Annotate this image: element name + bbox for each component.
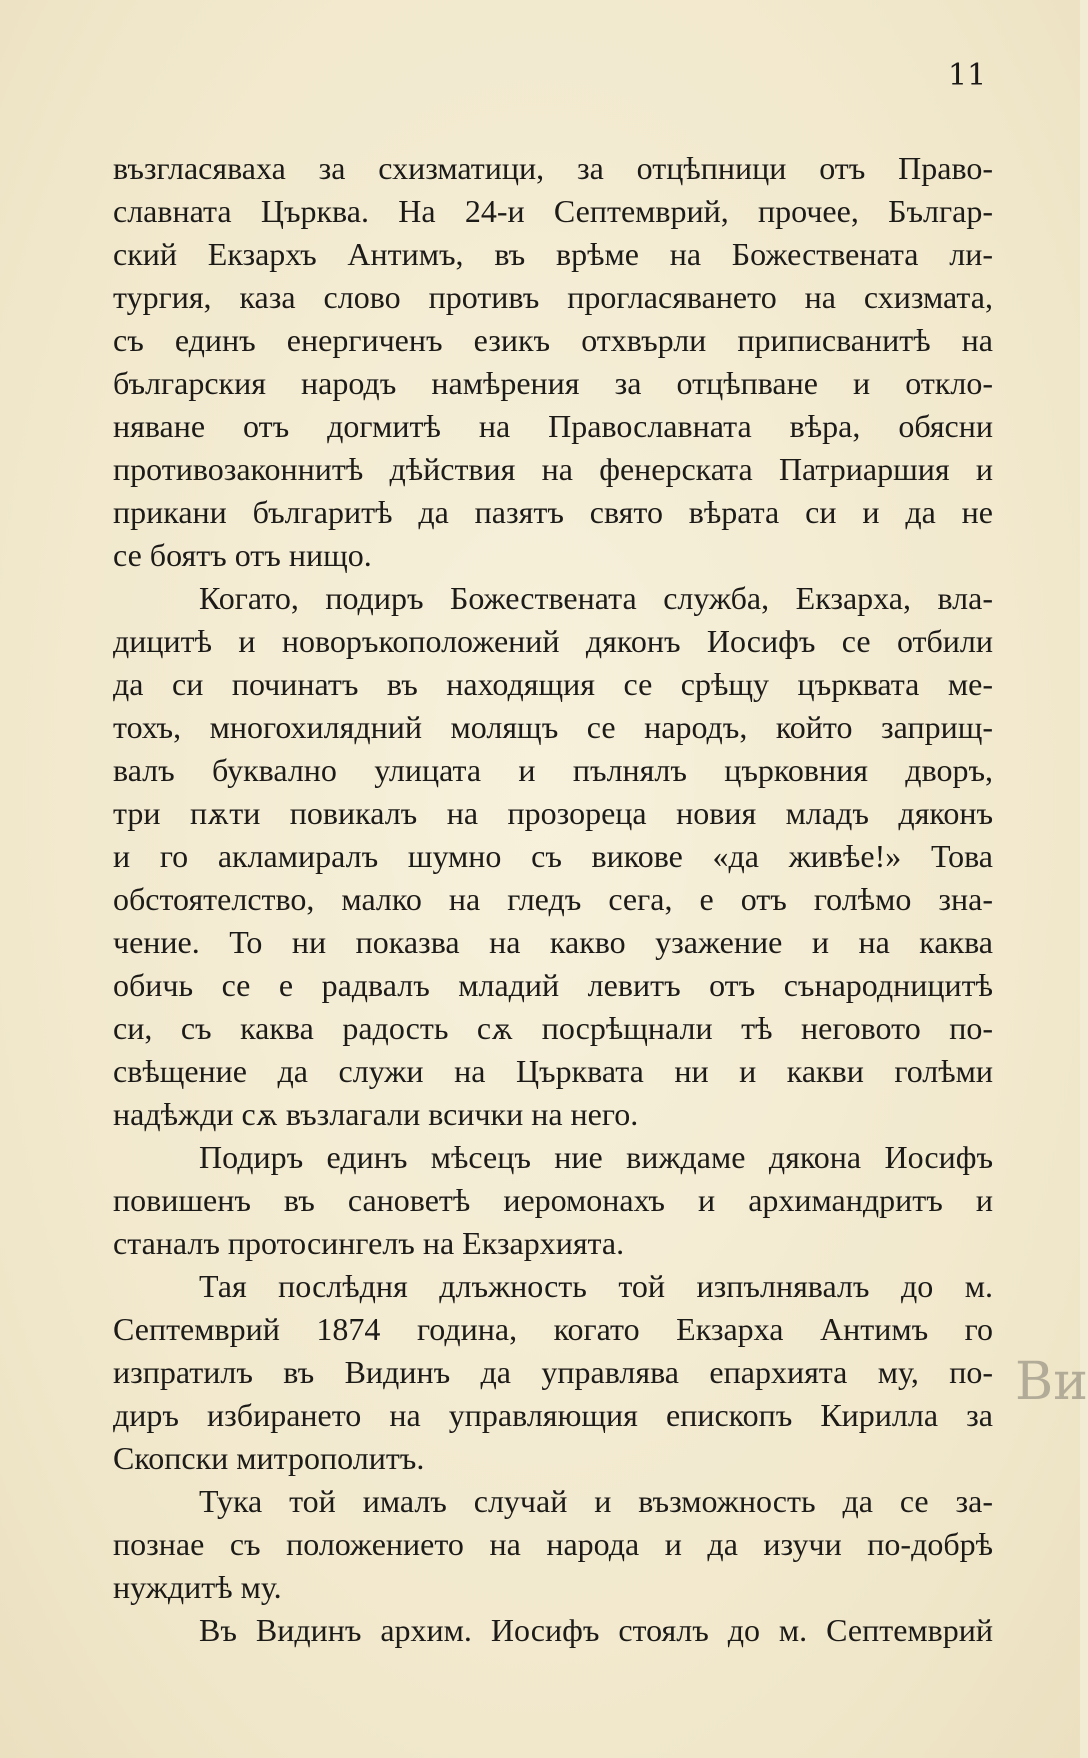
text-line: обстоятелство, малко на гледъ сега, е отъ голѣмо зна- xyxy=(113,881,993,917)
text-line: българския народъ намѣрения за отцѣпване и откло- xyxy=(113,365,993,401)
text-line: прикани българитѣ да пазятъ свято вѣрата си и да не xyxy=(113,494,993,530)
body-text xyxy=(113,147,993,1652)
margin-handwriting: Ви xyxy=(1015,1352,1088,1412)
text-line: Скопски митрополитъ. xyxy=(113,1440,425,1476)
text-line: Въ Видинъ архим. Иосифъ стоялъ до м. Септемврий xyxy=(199,1612,993,1648)
text-line: и го акламиралъ шумно съ викове «да живѣе!» Това xyxy=(113,838,993,874)
text-line: станалъ протосингелъ на Екзархията. xyxy=(113,1225,625,1261)
text-line: Септемврий 1874 година, когато Екзарха Антимъ го xyxy=(113,1311,993,1347)
text-line: да си починатъ въ находящия се срѣщу църквата ме- xyxy=(113,666,993,702)
text-line: противозаконнитѣ дѣйствия на фенерската Патриаршия и xyxy=(113,451,993,487)
text-line: няване отъ догмитѣ на Православната вѣра, обясни xyxy=(113,408,993,444)
text-line: съ единъ енергиченъ езикъ отхвърли приписванитѣ на xyxy=(113,322,993,358)
text-line: Тая послѣдня длъжность той изпълнявалъ до м. xyxy=(199,1268,993,1304)
text-line: обичь се е радвалъ младий левитъ отъ сънародницитѣ xyxy=(113,967,993,1003)
text-line: повишенъ въ сановетѣ иеромонахъ и архимандритъ и xyxy=(113,1182,993,1218)
text-line: дицитѣ и новоръкоположений дяконъ Иосифъ се отбили xyxy=(113,623,993,659)
text-line: познае съ положението на народа и да изучи по-добрѣ xyxy=(113,1526,993,1562)
text-line: свѣщение да служи на Църквата ни и какви голѣми xyxy=(113,1053,993,1089)
text-line: тургия, каза слово противъ прогласяването на схизмата, xyxy=(113,279,993,315)
text-line: Подиръ единъ мѣсецъ ние виждаме дякона Иосифъ xyxy=(199,1139,993,1175)
text-line: валъ буквално улицата и пълнялъ църковния дворъ, xyxy=(113,752,993,788)
text-line: диръ избирането на управляющия епископъ Кирилла за xyxy=(113,1397,993,1433)
text-line: тохъ, многохилядний молящъ се народъ, който заприщ- xyxy=(113,709,993,745)
text-line: Тука той ималъ случай и възможность да се за- xyxy=(199,1483,993,1519)
text-line: се боятъ отъ нищо. xyxy=(113,537,372,573)
text-line: изпратилъ въ Видинъ да управлява епархията му, по- xyxy=(113,1354,993,1390)
text-line: Когато, подиръ Божествената служба, Екзарха, вла- xyxy=(199,580,993,616)
text-line: три пѫти повикалъ на прозореца новия младъ дяконъ xyxy=(113,795,993,831)
text-line: чение. То ни показва на какво узажение и на каква xyxy=(113,924,993,960)
text-line: надѣжди сѫ възлагали всички на него. xyxy=(113,1096,639,1132)
text-line: си, съ каква радость сѫ посрѣщнали тѣ неговото по- xyxy=(113,1010,993,1046)
text-line: ский Екзархъ Антимъ, въ врѣме на Божествената ли- xyxy=(113,236,993,272)
page-number: 11 xyxy=(948,58,987,93)
text-line: нуждитѣ му. xyxy=(113,1569,282,1605)
text-line: славната Църква. На 24-и Септемврий, прочее, Българ- xyxy=(113,193,993,229)
text-line: възгласяваха за схизматици, за отцѣпници отъ Право- xyxy=(113,150,993,186)
